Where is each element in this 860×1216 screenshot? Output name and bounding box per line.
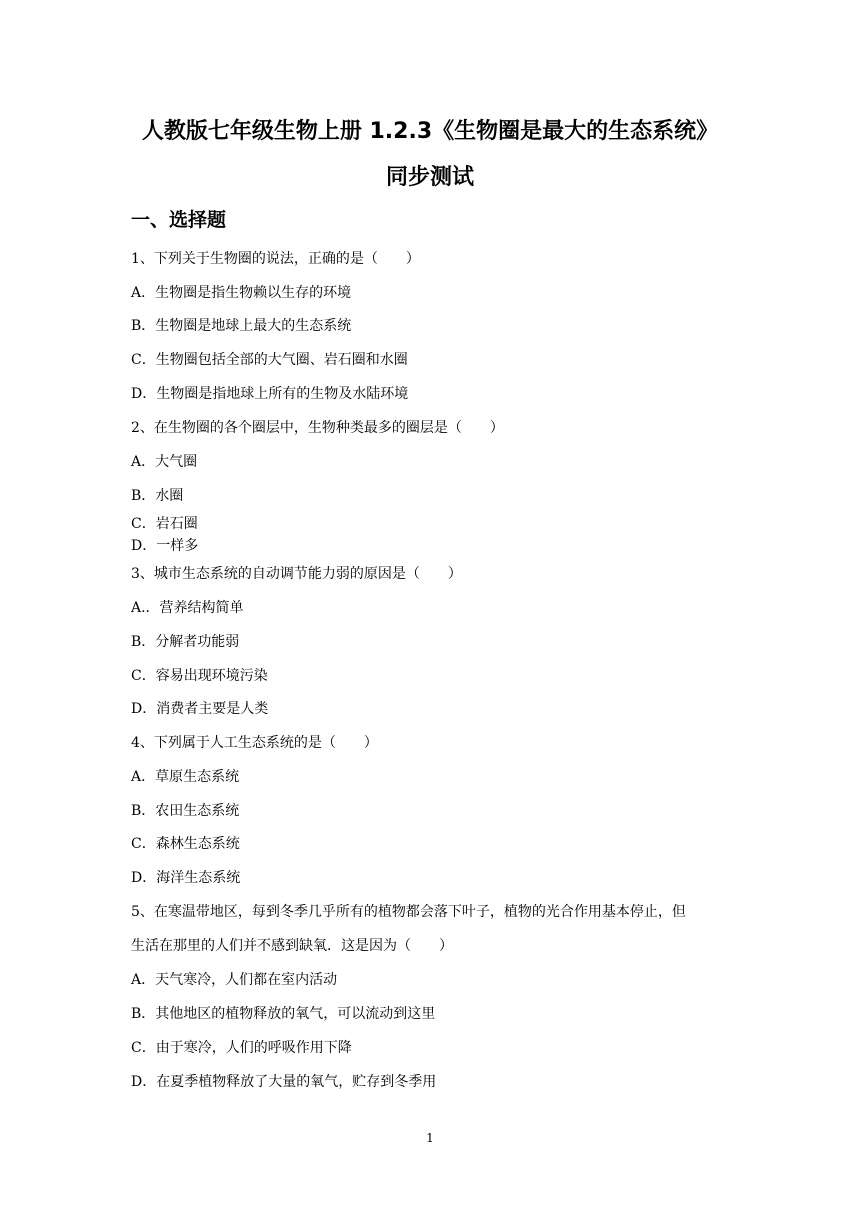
- question-3-option-c: C．容易出现环境污染: [131, 668, 268, 684]
- question-5-stem-line-2: 生活在那里的人们并不感到缺氧．这是因为（ ）: [131, 938, 453, 954]
- question-4-stem: 4、下列属于人工生态系统的是（ ）: [131, 735, 378, 751]
- document-title-line-1: 人教版七年级生物上册 1.2.3《生物圈是最大的生态系统》: [141, 119, 719, 144]
- page-number: 1: [426, 1131, 434, 1145]
- question-2-option-a: A．大气圈: [131, 454, 198, 470]
- question-1-option-c: C．生物圈包括全部的大气圈、岩石圈和水圈: [131, 352, 408, 368]
- question-3-option-d: D．消费者主要是人类: [131, 701, 269, 717]
- question-1-option-a: A．生物圈是指生物赖以生存的环境: [131, 285, 352, 301]
- question-5-option-d: D．在夏季植物释放了大量的氧气，贮存到冬季用: [131, 1074, 437, 1090]
- question-2-stem: 2、在生物圈的各个圈层中，生物种类最多的圈层是（ ）: [131, 420, 504, 436]
- question-5-option-c: C．由于寒冷，人们的呼吸作用下降: [131, 1040, 352, 1056]
- question-5-option-b: B．其他地区的植物释放的氧气，可以流动到这里: [131, 1006, 436, 1022]
- section-heading: 一、选择题: [131, 209, 227, 231]
- question-1-option-b: B．生物圈是地球上最大的生态系统: [131, 318, 352, 334]
- question-3-option-b: B．分解者功能弱: [131, 634, 240, 650]
- question-4-option-c: C．森林生态系统: [131, 836, 240, 852]
- question-2-option-d: D．一样多: [131, 538, 199, 554]
- question-5-option-a: A．天气寒冷，人们都在室内活动: [131, 972, 338, 988]
- question-3-option-a: A.．营养结构简单: [131, 600, 244, 616]
- question-4-option-d: D．海洋生态系统: [131, 870, 241, 886]
- question-3-stem: 3、城市生态系统的自动调节能力弱的原因是（ ）: [131, 566, 462, 582]
- question-4-option-a: A．草原生态系统: [131, 769, 240, 785]
- question-5-stem-line-1: 5、在寒温带地区，每到冬季几乎所有的植物都会落下叶子，植物的光合作用基本停止，但: [131, 904, 686, 920]
- question-1-stem: 1、下列关于生物圈的说法，正确的是（ ）: [131, 251, 420, 267]
- question-1-option-d: D．生物圈是指地球上所有的生物及水陆环境: [131, 386, 409, 402]
- question-2-option-b: B．水圈: [131, 488, 184, 504]
- question-4-option-b: B．农田生态系统: [131, 803, 240, 819]
- document-title-line-2: 同步测试: [385, 165, 474, 190]
- question-2-option-c: C．岩石圈: [131, 516, 198, 532]
